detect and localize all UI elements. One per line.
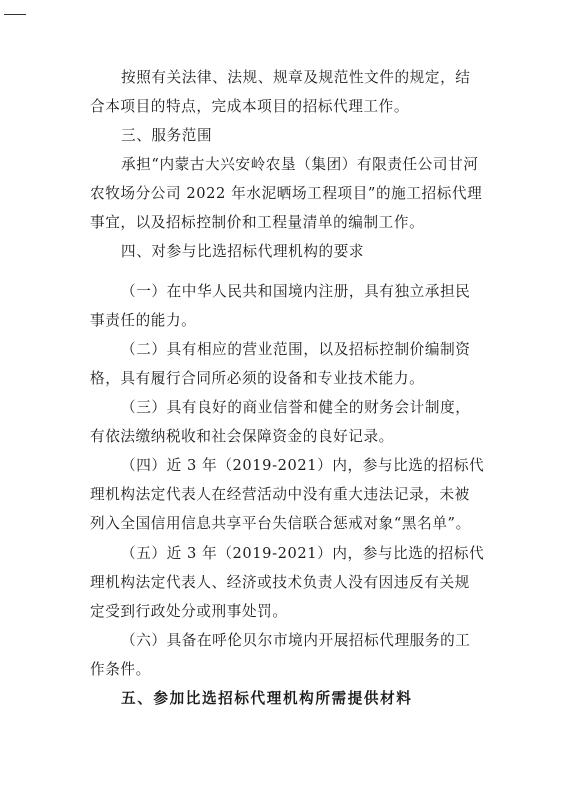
- section-heading-4: 四、对参与比选招标代理机构的要求: [121, 243, 365, 260]
- requirement-item-2: （二）具有相应的营业范围，以及招标控制价编制资: [121, 341, 471, 358]
- paragraph-line: 列入全国信用信息共享平台失信联合惩戒对象“黑名单”。: [90, 515, 471, 532]
- section-heading-5: 五、参加比选招标代理机构所需提供材料: [121, 690, 413, 707]
- requirement-item-1: （一）在中华人民共和国境内注册，具有独立承担民: [121, 283, 471, 300]
- paragraph-line: 有依法缴纳税收和社会保障资金的良好记录。: [90, 428, 394, 445]
- paragraph-line: 事宜，以及招标控制价和工程量清单的编制工作。: [90, 214, 425, 231]
- requirement-item-6: （六）具备在呼伦贝尔市境内开展招标代理服务的工: [121, 632, 471, 649]
- paragraph-line: 按照有关法律、法规、规章及规范性文件的规定，结: [121, 69, 471, 86]
- corner-mark: [4, 14, 26, 15]
- paragraph-line: 合本项目的特点，完成本项目的招标代理工作。: [90, 98, 410, 115]
- paragraph-line: 理机构法定代表人在经营活动中没有重大违法记录，未被: [90, 486, 470, 503]
- requirement-item-3: （三）具有良好的商业信誉和健全的财务会计制度，: [121, 399, 471, 416]
- section-heading-3: 三、服务范围: [121, 127, 213, 144]
- requirement-item-5: （五）近 3 年（2019-2021）内，参与比选的招标代: [121, 545, 485, 562]
- paragraph-line: 理机构法定代表人、经济或技术负责人没有因违反有关规: [90, 574, 470, 591]
- paragraph-line: 农牧场分公司 2022 年水泥晒场工程项目”的施工招标代理: [90, 185, 483, 202]
- paragraph-line: 作条件。: [90, 661, 151, 678]
- paragraph-line: 格，具有履行合同所必须的设备和专业技术能力。: [90, 370, 425, 387]
- paragraph-line: 事责任的能力。: [90, 312, 197, 329]
- paragraph-line: 承担“内蒙古大兴安岭农垦（集团）有限责任公司甘河: [121, 156, 479, 173]
- requirement-item-4: （四）近 3 年（2019-2021）内，参与比选的招标代: [121, 457, 485, 474]
- paragraph-line: 定受到行政处分或刑事处罚。: [90, 603, 288, 620]
